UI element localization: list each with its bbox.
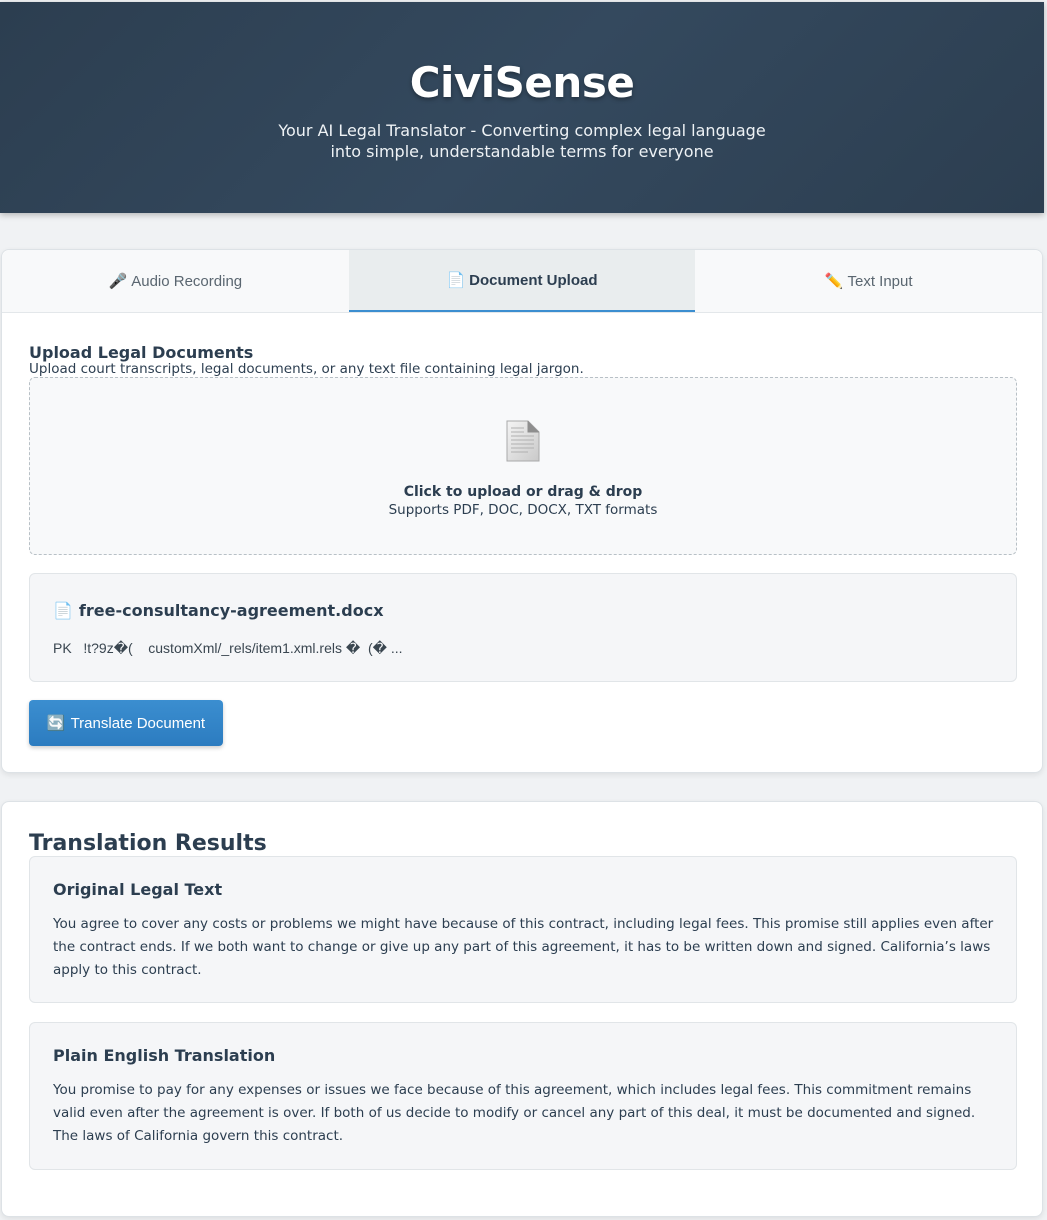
tab-audio-recording[interactable]	[2, 250, 349, 312]
app-header	[0, 2, 1044, 213]
results-card	[1, 801, 1043, 1217]
dropzone-instruction: Click to upload or drag & drop	[403, 484, 643, 500]
file-name: free-consultancy-agreement.docx	[78, 601, 384, 620]
translation-title: Plain English Translation	[53, 1046, 276, 1065]
file-dropzone[interactable]	[29, 377, 1017, 555]
uploaded-file-panel	[29, 573, 1017, 682]
upload-section-description: Upload court transcripts, legal documents, or any text file containing legal jargon.	[29, 361, 584, 377]
original-text-body: You agree to cover any costs or problems we might have because of this contract, including legal fees. This promise still applies even after the contract ends. If we both want to change or give up any part of this agreement, it has to be written down and signed. California’s laws apply to this contract.	[53, 916, 994, 978]
translation-panel	[29, 1022, 1017, 1170]
translate-document-button[interactable]	[29, 700, 223, 746]
tab-label: Audio Recording	[131, 272, 243, 290]
upload-section-title: Upload Legal Documents	[29, 343, 254, 362]
original-text-panel	[29, 856, 1017, 1003]
input-card	[1, 249, 1043, 773]
results-title: Translation Results	[29, 831, 267, 856]
file-content-preview: PK !t?9z�( customXml/_rels/item1.xml.rels � (� ...	[53, 640, 403, 656]
tab-label: Text Input	[847, 272, 913, 290]
document-icon	[506, 420, 540, 462]
input-tabs	[2, 250, 1042, 313]
document-icon: 📄	[446, 272, 466, 289]
document-icon: 📄	[53, 601, 73, 620]
translate-button-label: Translate Document	[70, 714, 206, 732]
tab-document-upload[interactable]	[349, 250, 696, 312]
app-subtitle: Your AI Legal Translator - Converting complex legal language into simple, understandable terms for everyone	[278, 121, 766, 161]
uploaded-file-title	[53, 601, 384, 620]
translation-body: You promise to pay for any expenses or issues we face because of this agreement, which includes legal fees. This commitment remains valid even after the agreement is over. If both of us decide to modify or cancel any part of this deal, it must be documented and signed. The laws of California govern this contract.	[53, 1082, 976, 1144]
refresh-icon: 🔄	[46, 715, 66, 732]
app-title: CiviSense	[409, 58, 635, 107]
original-text-title: Original Legal Text	[53, 880, 223, 899]
dropzone-formats: Supports PDF, DOC, DOCX, TXT formats	[388, 502, 658, 518]
tab-label: Document Upload	[469, 271, 598, 289]
pencil-icon: ✏️	[824, 273, 844, 290]
tab-text-input[interactable]	[695, 250, 1042, 312]
microphone-icon: 🎤	[108, 273, 128, 290]
